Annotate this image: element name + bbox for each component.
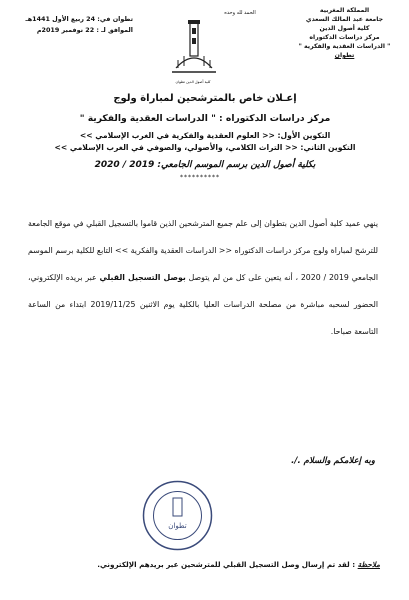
- hijri-date: تطوان في: 24 ربيع الأول 1441هـ: [25, 15, 133, 23]
- gregorian-date: الموافق لـ : 22 نوفمبر 2019م: [36, 26, 133, 34]
- body-text: ينهي عميد كلية أصول الدين بتطوان إلى علم جميع المترشحين الذين قاموا بالتسجيل القبلي في موقع الجامعة للترشح لمباراة ولوج مركز دراسات الدكتوراه << الدراسات العقدية والفكرية >> التابع للكلية برسم الموسم الجامعي 2019 / 2020 ، أنه يتعين على كل من لم يتوصل: [28, 219, 378, 282]
- note-text: : لقد تم إرسال وصل التسجيل القبلي للمترشحين عبر بريدهم الإلكتروني.: [97, 560, 356, 569]
- announcement-body: [28, 210, 378, 345]
- header-line: " الدراسات العقدية والفكرية ": [298, 43, 391, 50]
- basmala: الحمد لله وحده: [224, 10, 256, 16]
- training-list: [30, 130, 380, 154]
- header-line: مركز دراسات الدكتوراه: [309, 34, 380, 41]
- faculty-logo: [168, 18, 220, 80]
- stamp-text: تطوان: [168, 522, 187, 530]
- season-line: بكلية أصول الدين برسم الموسم الجامعي: 2019 / 2020: [94, 160, 316, 170]
- header-line: المملكة المغربية: [319, 7, 370, 14]
- note: [40, 560, 380, 569]
- official-stamp: [140, 478, 215, 553]
- closing-line: وبه إعلامكم والسلام ./.: [291, 456, 375, 466]
- body-text: عبر بريده الإلكتروني، الحضور لسحبه مباشرة من مصلحة الدراسات العليا بالكلية يوم الاثنين 2019/11/25 ابتداء من الساعة التاسعة صباحا.: [28, 273, 378, 336]
- header-line: جامعة عبد المالك السعدي: [305, 16, 384, 23]
- center-name: مركز دراسات الدكتوراه : " الدراسات العقدية والفكرية ": [79, 113, 331, 124]
- training-item: التكوين الأول: << العلوم العقدية والفكرية في الغرب الإسلامي >>: [79, 131, 331, 140]
- header-line: تطوان: [334, 52, 355, 59]
- announcement-title: إعـلان خاص بالمترشحين لمباراة ولوج: [113, 93, 297, 104]
- separator-stars: **********: [180, 174, 220, 181]
- institution-header: [292, 6, 397, 60]
- training-item: التكوين الثاني: << التراث الكلامي، والأصولي، والصوفي في الغرب الإسلامي >>: [54, 143, 356, 152]
- logo-caption: كلية أصول الدين تطوان: [175, 80, 211, 84]
- header-line: كلية أصول الدين: [319, 25, 370, 32]
- note-label: ملاحظة: [357, 560, 380, 569]
- date-block: [8, 14, 133, 36]
- body-bold: بوصل التسجيل القبلي: [99, 273, 186, 282]
